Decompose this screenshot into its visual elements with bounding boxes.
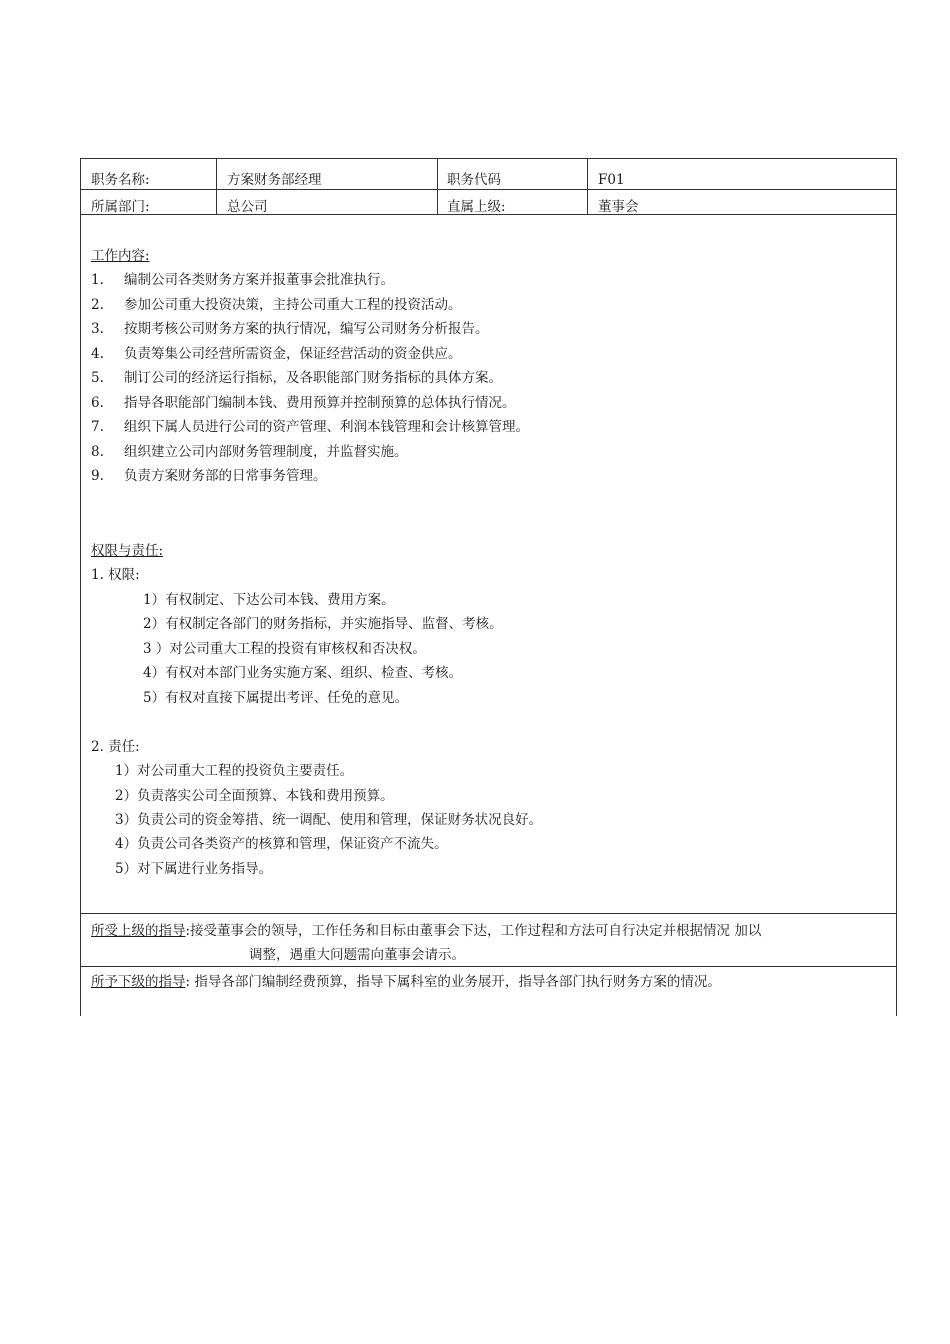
rule-left [80, 158, 81, 1016]
duties-title: 2. 责任: [91, 739, 140, 755]
lower-guidance-text: : 指导各部门编制经费预算，指导下属科室的业务展开，指导各部门执行财务方案的情况。 [185, 974, 721, 990]
upper-guidance-line2: 调整，遇重大问题需向董事会请示。 [249, 947, 465, 963]
list-item: 1）对公司重大工程的投资负主要责任。 [115, 763, 354, 779]
item-text: 制订公司的经济运行指标，及各职能部门财务指标的具体方案。 [124, 370, 502, 386]
list-item: 1）有权制定、下达公司本钱、费用方案。 [143, 592, 395, 608]
item-number: 6. [91, 395, 104, 411]
item-number: 1. [91, 272, 104, 288]
lower-guidance-label: 所予下级的指导 [91, 974, 186, 990]
list-item: 4）负责公司各类资产的核算和管理，保证资产不流失。 [115, 836, 448, 852]
item-text: 负责方案财务部的日常事务管理。 [124, 468, 327, 484]
superior-value: 董事会 [598, 199, 639, 215]
item-number: 3. [91, 321, 104, 337]
item-number: 4. [91, 346, 104, 362]
job-title-label: 职务名称: [91, 172, 150, 188]
rights-title: 1. 权限: [91, 567, 140, 583]
item-text: 组织下属人员进行公司的资产管理、利润本钱管理和会计核算管理。 [124, 419, 529, 435]
list-item: 2）有权制定各部门的财务指标，并实施指导、监督、考核。 [143, 616, 503, 632]
item-text: 按期考核公司财务方案的执行情况，编写公司财务分析报告。 [124, 321, 489, 337]
list-item: 3 ）对公司重大工程的投资有审核权和否决权。 [143, 641, 426, 657]
authority-heading: 权限与责任: [91, 543, 164, 559]
item-number: 5. [91, 370, 104, 386]
rule-top [80, 158, 897, 159]
lower-guidance [91, 973, 721, 991]
rule-right [896, 158, 897, 1016]
superior-label: 直属上级: [447, 199, 506, 215]
list-item: 3）负责公司的资金筹措、统一调配、使用和管理，保证财务状况良好。 [115, 812, 543, 828]
item-text: 参加公司重大投资决策，主持公司重大工程的投资活动。 [124, 297, 462, 313]
item-number: 9. [91, 468, 104, 484]
upper-guidance-label: 所受上级的指导 [91, 923, 186, 939]
job-code-value: F01 [598, 172, 625, 188]
upper-guidance-line1 [91, 922, 761, 940]
job-code-label: 职务代码 [447, 172, 501, 188]
item-text: 编制公司各类财务方案并报董事会批准执行。 [124, 272, 394, 288]
rule-col1 [216, 158, 217, 215]
item-text: 指导各职能部门编制本钱、费用预算并控制预算的总体执行情况。 [124, 395, 516, 411]
job-title-value: 方案财务部经理 [227, 172, 322, 188]
item-number: 8. [91, 444, 104, 460]
rule-header-mid [80, 189, 897, 190]
item-text: 组织建立公司内部财务管理制度，并监督实施。 [124, 444, 408, 460]
list-item: 5）有权对直接下属提出考评、任免的意见。 [143, 690, 409, 706]
work-heading: 工作内容: [91, 248, 150, 264]
list-item: 2）负责落实公司全面预算、本钱和费用预算。 [115, 788, 394, 804]
item-text: 负责筹集公司经营所需资金，保证经营活动的资金供应。 [124, 346, 462, 362]
item-number: 7. [91, 419, 104, 435]
rule-lower-top [80, 966, 897, 967]
list-item: 4）有权对本部门业务实施方案、组织、检查、考核。 [143, 665, 463, 681]
dept-label: 所属部门: [91, 199, 150, 215]
item-number: 2. [91, 297, 104, 313]
rule-col3 [587, 158, 588, 215]
upper-guidance-text: :接受董事会的领导，工作任务和目标由董事会下达，工作过程和方法可自行决定并根据情况 加以 [185, 923, 762, 939]
dept-value: 总公司 [227, 199, 268, 215]
list-item: 5）对下属进行业务指导。 [115, 861, 273, 877]
rule-col2 [437, 158, 438, 215]
rule-upper-top [80, 913, 897, 914]
